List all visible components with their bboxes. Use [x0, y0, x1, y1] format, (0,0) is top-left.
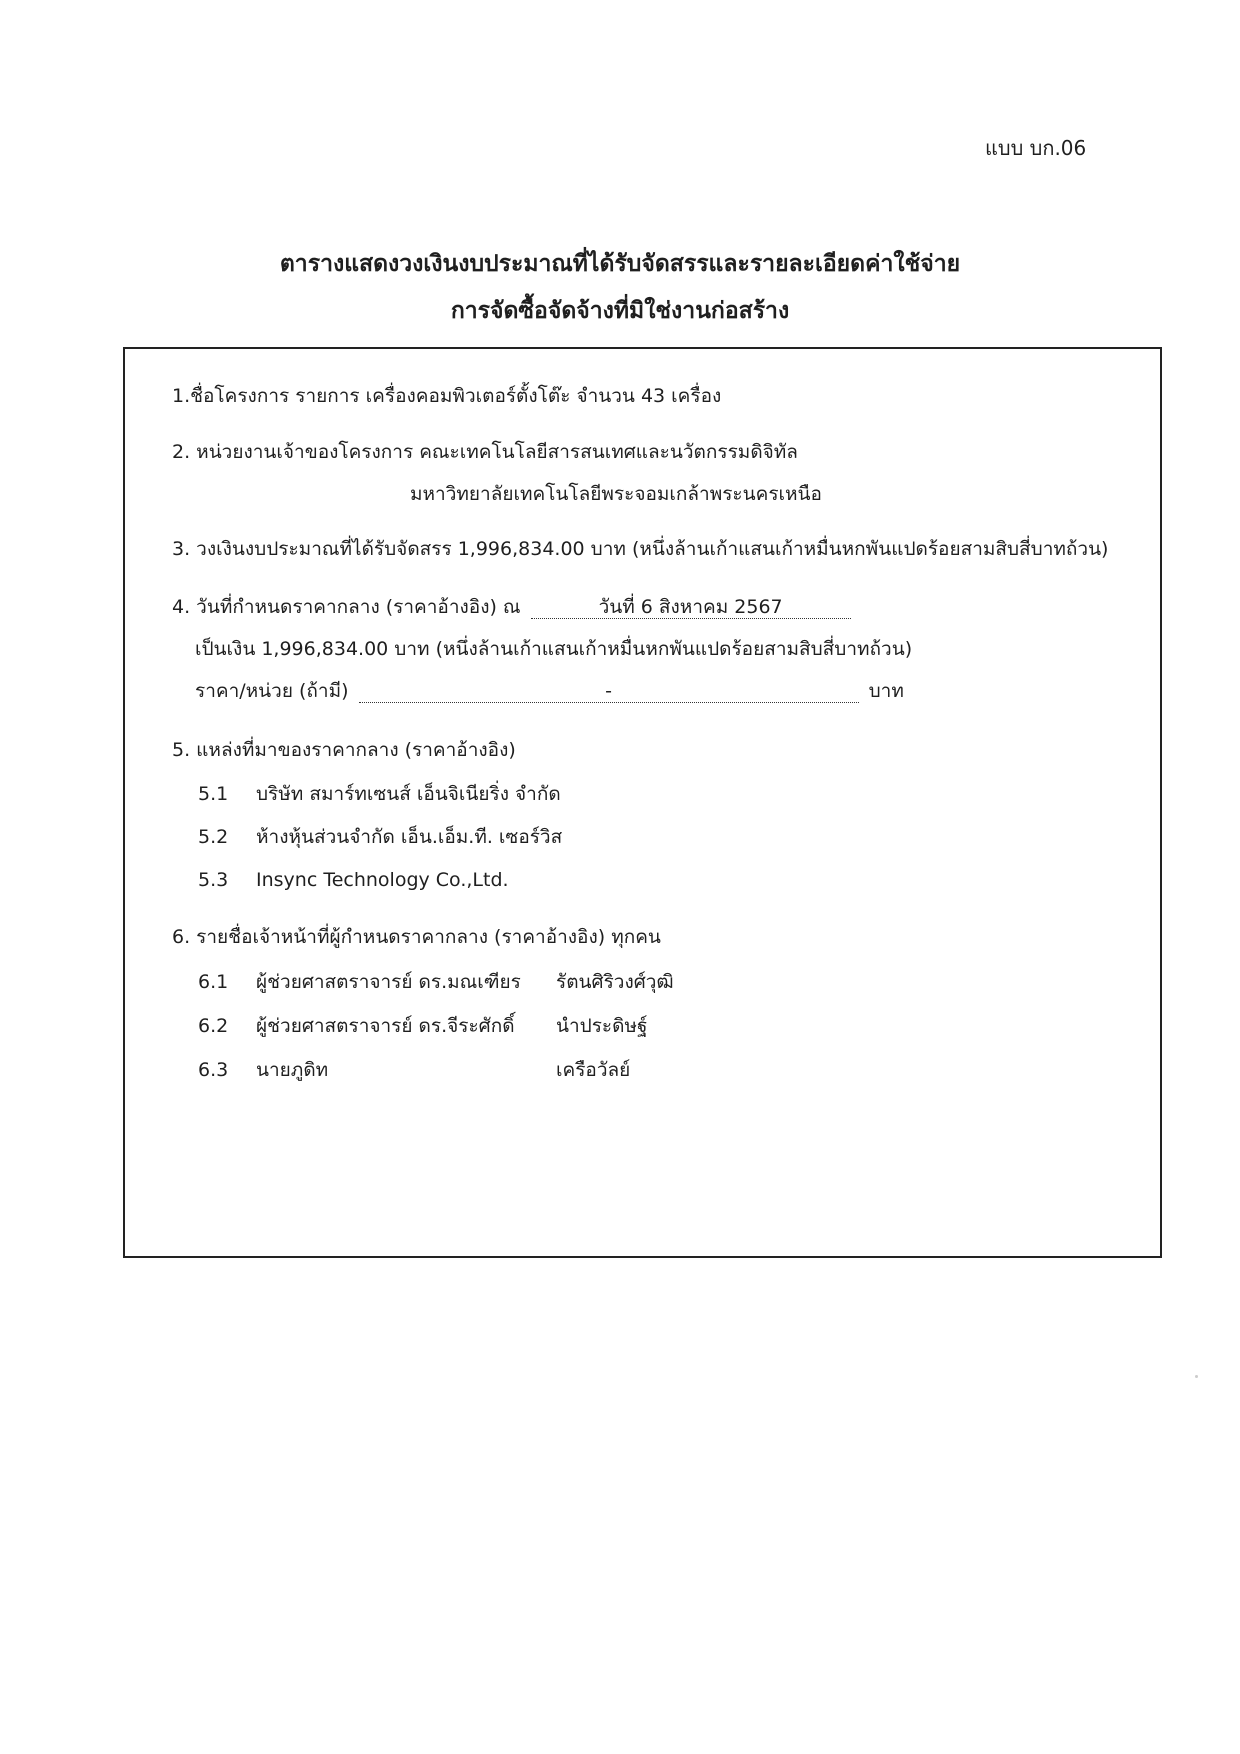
official-item [198, 1015, 647, 1038]
source-name: บริษัท สมาร์ทเซนส์ เอ็นจิเนียริ่ง จำกัด [256, 783, 561, 805]
source-name: Insync Technology Co.,Ltd. [256, 869, 509, 891]
source-number: 5.2 [198, 826, 229, 848]
source-name: ห้างหุ้นส่วนจำกัด เอ็น.เอ็ม.ที. เซอร์วิส [256, 826, 563, 848]
source-number: 5.3 [198, 869, 229, 891]
official-item [198, 1059, 630, 1082]
official-number: 6.1 [198, 971, 229, 993]
official-number: 6.2 [198, 1015, 229, 1037]
official-name: นายภูดิท [256, 1059, 329, 1081]
scan-artifact [1195, 1375, 1198, 1378]
officials-heading: 6. รายชื่อเจ้าหน้าที่ผู้กำหนดราคากลาง (ราคาอ้างอิง) ทุกคน [172, 926, 661, 948]
official-surname: เครือวัลย์ [556, 1059, 631, 1081]
unit-price-label: ราคา/หน่วย (ถ้ามี) [195, 680, 349, 702]
reference-amount: เป็นเงิน 1,996,834.00 บาท (หนึ่งล้านเก้าแสนเก้าหมื่นหกพันแปดร้อยสามสิบสี่บาทถ้วน) [195, 638, 913, 660]
reference-date-label: 4. วันที่กำหนดราคากลาง (ราคาอ้างอิง) ณ [172, 596, 521, 618]
official-name: ผู้ช่วยศาสตราจารย์ ดร.จีระศักดิ์ [256, 1015, 515, 1037]
source-item [198, 869, 509, 892]
project-name: 1.ชื่อโครงการ รายการ เครื่องคอมพิวเตอร์ตั้งโต๊ะ จำนวน 43 เครื่อง [172, 385, 722, 407]
official-name: ผู้ช่วยศาสตราจารย์ ดร.มณเฑียร [256, 971, 521, 993]
unit-price-row [195, 680, 904, 703]
official-surname: รัตนศิริวงศ์วุฒิ [556, 971, 674, 993]
unit-price-suffix: บาท [868, 680, 904, 702]
official-number: 6.3 [198, 1059, 229, 1081]
reference-date-row [172, 596, 851, 619]
form-code: แบบ บก.06 [985, 136, 1087, 160]
document-title-line-2: การจัดซื้อจัดจ้างที่มิใช่งานก่อสร้าง [450, 298, 790, 324]
official-surname: นำประดิษฐ์ [556, 1015, 648, 1037]
source-item [198, 826, 562, 849]
unit-price-value: - [359, 681, 859, 703]
project-owner-university: มหาวิทยาลัยเทคโนโลยีพระจอมเกล้าพระนครเหนือ [410, 483, 822, 505]
official-item [198, 971, 674, 994]
project-owner: 2. หน่วยงานเจ้าของโครงการ คณะเทคโนโลยีสารสนเทศและนวัตกรรมดิจิทัล [172, 441, 798, 463]
source-number: 5.1 [198, 783, 229, 805]
document-title-line-1: ตารางแสดงวงเงินงบประมาณที่ได้รับจัดสรรและรายละเอียดค่าใช้จ่าย [279, 251, 961, 277]
sources-heading: 5. แหล่งที่มาของราคากลาง (ราคาอ้างอิง) [172, 739, 516, 761]
budget-amount: 3. วงเงินงบประมาณที่ได้รับจัดสรร 1,996,834.00 บาท (หนึ่งล้านเก้าแสนเก้าหมื่นหกพันแปดร้อยสามสิบสี่บาทถ้วน) [172, 538, 1109, 560]
reference-date-value: วันที่ 6 สิงหาคม 2567 [531, 597, 851, 619]
source-item [198, 783, 561, 806]
